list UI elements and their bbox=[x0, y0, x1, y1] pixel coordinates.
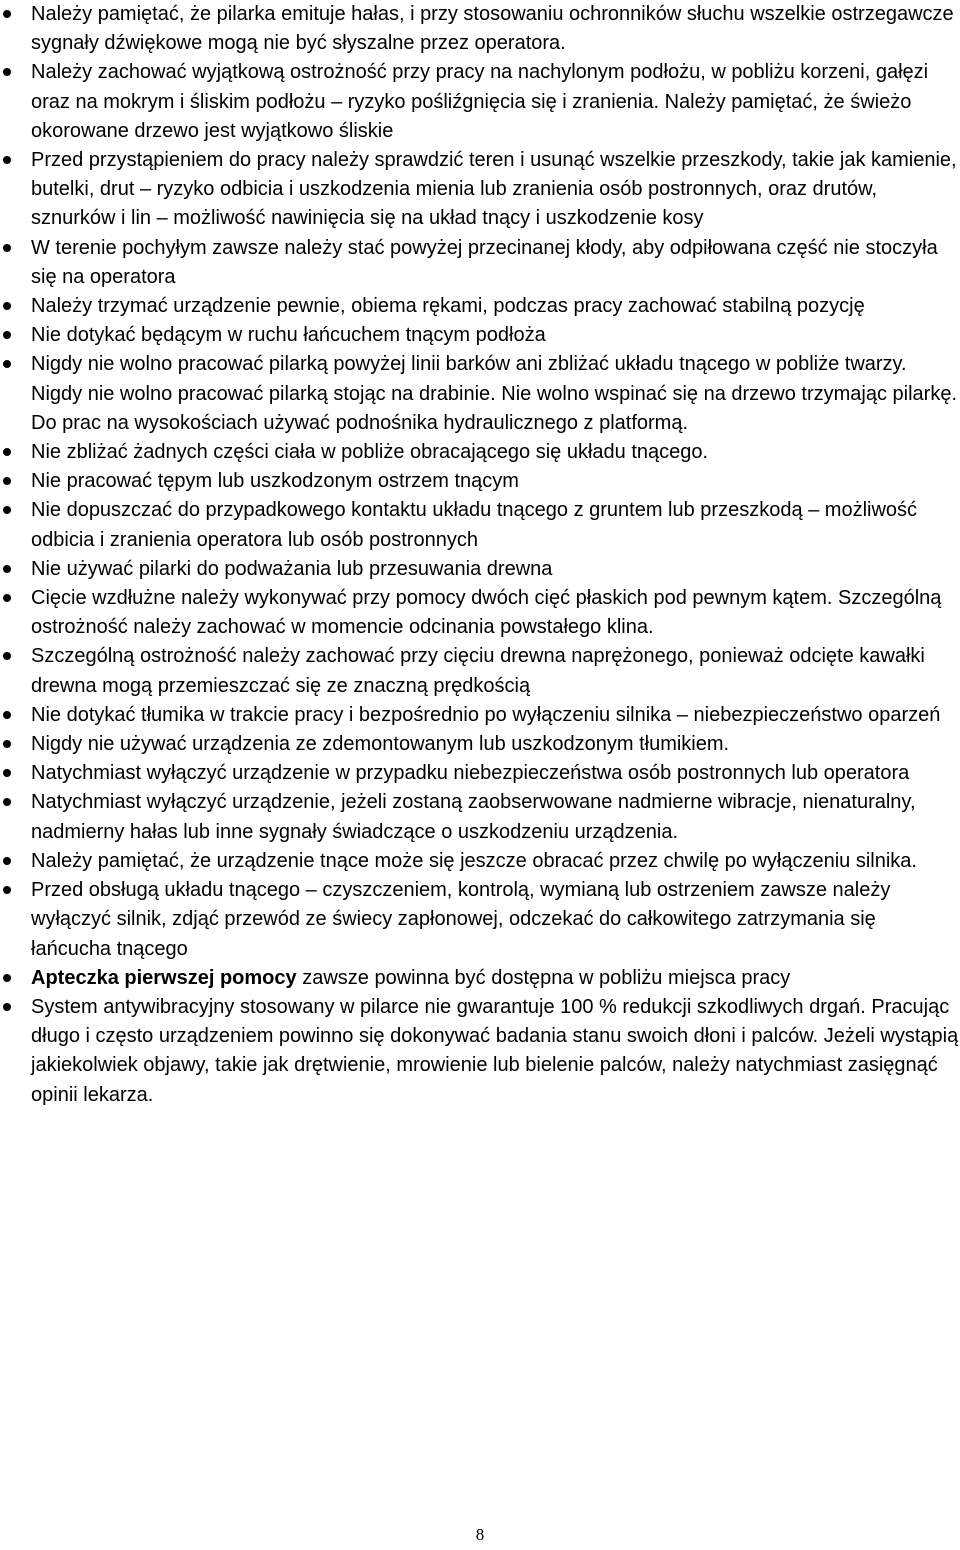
bullet-icon bbox=[3, 886, 11, 894]
bullet-icon bbox=[3, 1003, 11, 1011]
bullet-icon bbox=[3, 565, 11, 573]
list-item bbox=[0, 146, 960, 234]
list-item-text: Nigdy nie używać urządzenia ze zdemontowanym lub uszkodzonym tłumikiem. bbox=[31, 733, 730, 756]
list-item bbox=[0, 350, 960, 438]
bullet-icon bbox=[3, 652, 11, 660]
list-item bbox=[0, 964, 960, 993]
list-item-text: Przed obsługą układu tnącego – czyszczeniem, kontrolą, wymianą lub ostrzeniem zawsze należy wyłączyć silnik, zdjąć przewód ze świecy zapłonowej, odczekać do całkowitego zatrzymania się łańcucha tnącego bbox=[31, 879, 891, 960]
bullet-icon bbox=[3, 506, 11, 514]
bullet-icon bbox=[3, 769, 11, 777]
list-item bbox=[0, 876, 960, 964]
list-item bbox=[0, 847, 960, 876]
list-item-text: Nie dotykać będącym w ruchu łańcuchem tnącym podłoża bbox=[31, 324, 546, 347]
list-item bbox=[0, 788, 960, 846]
bullet-icon bbox=[3, 360, 11, 368]
bullet-icon bbox=[3, 68, 11, 76]
list-item bbox=[0, 701, 960, 730]
first-aid-kit-emphasis: Apteczka pierwszej pomocy bbox=[31, 966, 297, 989]
bullet-icon bbox=[3, 448, 11, 456]
list-item-text: Należy trzymać urządzenie pewnie, obiema rękami, podczas pracy zachować stabilną pozycję bbox=[31, 295, 865, 318]
list-item-text: Natychmiast wyłączyć urządzenie, jeżeli zostaną zaobserwowane nadmierne wibracje, nienaturalny, nadmierny hałas lub inne sygnały świadczące o uszkodzeniu urządzenia. bbox=[31, 791, 916, 843]
list-item bbox=[0, 438, 960, 467]
list-item-text: Należy pamiętać, że urządzenie tnące może się jeszcze obracać przez chwilę po wyłączeniu silnika. bbox=[31, 849, 917, 872]
list-item bbox=[0, 0, 960, 58]
list-item-text: Nie używać pilarki do podważania lub przesuwania drewna bbox=[31, 557, 553, 580]
list-item-text: Nie pracować tępym lub uszkodzonym ostrzem tnącym bbox=[31, 470, 519, 493]
list-item bbox=[0, 58, 960, 146]
list-item bbox=[0, 555, 960, 584]
list-item-text: Nie dotykać tłumika w trakcie pracy i bezpośrednio po wyłączeniu silnika – niebezpieczeństwo oparzeń bbox=[31, 703, 941, 726]
list-item-text: W terenie pochyłym zawsze należy stać powyżej przecinanej kłody, aby odpiłowana część nie stoczyła się na operatora bbox=[31, 236, 938, 288]
list-item bbox=[0, 234, 960, 292]
list-item-text: Nigdy nie wolno pracować pilarką powyżej linii barków ani zbliżać układu tnącego w pobliże twarzy. Nigdy nie wolno pracować pilarką stojąc na drabinie. Nie wolno wspinać się na drzewo trzymając pilarkę. Do prac na wysokościach używać podnośnika hydraulicznego z platformą. bbox=[31, 353, 957, 434]
list-item bbox=[0, 321, 960, 350]
list-item bbox=[0, 759, 960, 788]
list-item bbox=[0, 292, 960, 321]
list-item-text: Należy pamiętać, że pilarka emituje hałas, i przy stosowaniu ochronników słuchu wszelkie ostrzegawcze sygnały dźwiękowe mogą nie być słyszalne przez operatora. bbox=[31, 3, 954, 55]
list-item-text: Należy zachować wyjątkową ostrożność przy pracy na nachylonym podłożu, w pobliżu korzeni, gałęzi oraz na mokrym i śliskim podłożu – ryzyko pośliźgnięcia się i zranienia. Należy pamiętać, że świeżo okorowane drzewo jest wyjątkowo śliskie bbox=[31, 61, 929, 142]
list-item-text: System antywibracyjny stosowany w pilarce nie gwarantuje 100 % redukcji szkodliwych drgań. Pracując długo i często urządzeniem powinno się dokonywać badania stanu swoich dłoni i palców. Jeżeli wystąpią jakiekolwiek objawy, takie jak drętwienie, mrowienie lub bielenie palców, należy natychmiast zasięgnąć opinii lekarza. bbox=[31, 995, 959, 1106]
bullet-icon bbox=[3, 798, 11, 806]
list-item-text: Nie dopuszczać do przypadkowego kontaktu układu tnącego z gruntem lub przeszkodą – możliwość odbicia i zranienia operatora lub osób postronnych bbox=[31, 499, 918, 551]
list-item bbox=[0, 730, 960, 759]
list-item bbox=[0, 467, 960, 496]
list-item-text: Przed przystąpieniem do pracy należy sprawdzić teren i usunąć wszelkie przeszkody, takie jak kamienie, butelki, drut – ryzyko odbicia i uszkodzenia mienia lub zranienia osób postronnych, oraz drutów, sznurków i lin – możliwość nawinięcia się na układ tnący i uszkodzenie kosy bbox=[31, 149, 957, 230]
list-item-text: Cięcie wzdłużne należy wykonywać przy pomocy dwóch cięć płaskich pod pewnym kątem. Szczególną ostrożność należy zachować w momencie odcinania powstałego klina. bbox=[31, 587, 942, 639]
bullet-icon bbox=[3, 477, 11, 485]
list-item-text: Natychmiast wyłączyć urządzenie w przypadku niebezpieczeństwa osób postronnych lub operatora bbox=[31, 762, 910, 785]
first-aid-kit-rest: zawsze powinna być dostępna w pobliżu miejsca pracy bbox=[296, 966, 791, 989]
list-item-text: Szczególną ostrożność należy zachować przy cięciu drewna naprężonego, ponieważ odcięte kawałki drewna mogą przemieszczać się ze znaczną prędkością bbox=[31, 645, 925, 697]
bullet-icon bbox=[3, 974, 11, 982]
list-item bbox=[0, 993, 960, 1110]
list-item bbox=[0, 584, 960, 642]
list-item bbox=[0, 642, 960, 700]
list-item bbox=[0, 496, 960, 554]
bullet-icon bbox=[3, 244, 11, 252]
list-item-text bbox=[31, 964, 960, 993]
bullet-icon bbox=[3, 156, 11, 164]
list-item-text: Nie zbliżać żadnych części ciała w pobliże obracającego się układu tnącego. bbox=[31, 441, 709, 464]
page-number: 8 bbox=[475, 1525, 485, 1544]
bullet-icon bbox=[3, 594, 11, 602]
bullet-icon bbox=[3, 740, 11, 748]
bullet-icon bbox=[3, 711, 11, 719]
bullet-icon bbox=[3, 302, 11, 310]
bullet-icon bbox=[3, 857, 11, 865]
bullet-icon bbox=[3, 10, 11, 18]
bullet-icon bbox=[3, 331, 11, 339]
